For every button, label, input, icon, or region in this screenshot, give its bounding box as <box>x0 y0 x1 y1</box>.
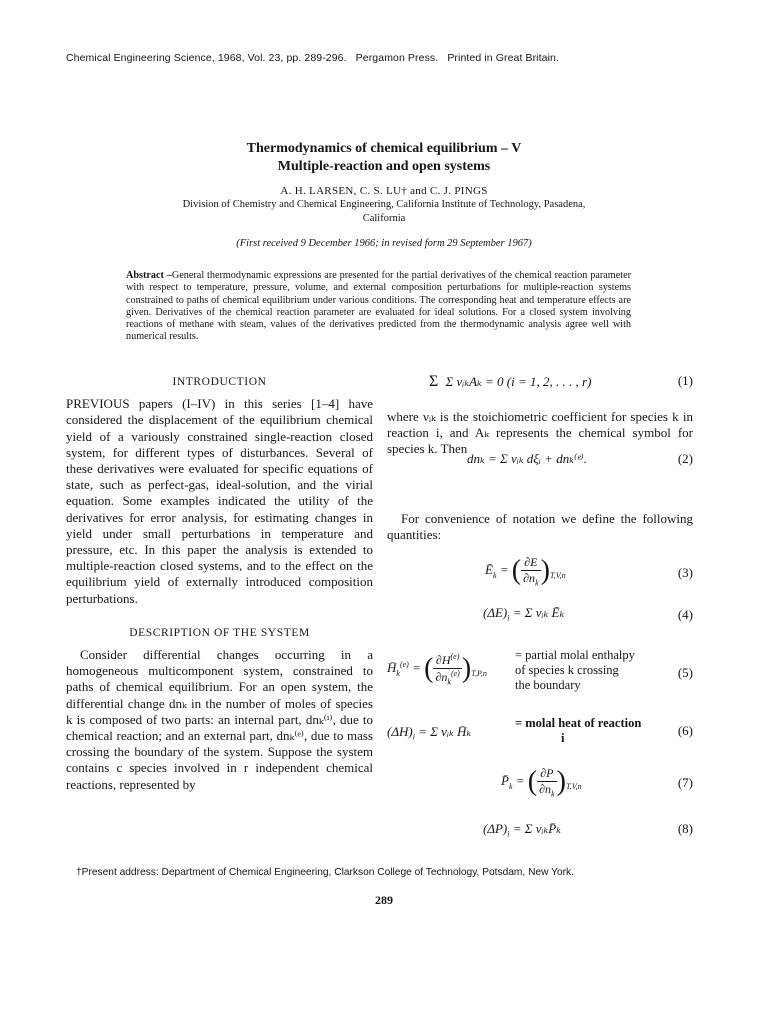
equation-7: $P̄_k$ = ( $\frac{\partial P}{\partial n_k}$ )$_{T,V,n}$ (7) <box>501 766 693 799</box>
page-number: 289 <box>375 893 393 907</box>
equation-8: $(\Delta P)_i = \Sigma$ νᵢₖP̄ₖ (8) <box>483 821 693 839</box>
received-dates: (First received 9 December 1966; in revised form 29 September 1967) <box>236 238 532 249</box>
convenience-paragraph: For convenience of notation we define the following quantities: <box>387 511 693 543</box>
affiliation-line2: California <box>362 213 406 224</box>
eq5-desc-1: = partial molal enthalpy <box>515 648 635 662</box>
paper-subtitle: Multiple-reaction and open systems <box>277 159 491 174</box>
equation-number-5: (5) <box>677 665 693 680</box>
left-column <box>66 374 373 793</box>
publisher: Pergamon Press. <box>355 52 439 64</box>
introduction-text: PREVIOUS papers (I–IV) in this series [1–4] have considered the displacement of the equilibrium chemical yield of a variously constrained single-reaction closed system, for different types of disturbances. Several of these derivatives were evaluated for specific equations of state, such as perfect-gas, ideal-solution, and the virial equation. Some examples indicated the utility of the derivatives for error analysis, for estimating changes in yield under small perturbations in temperature and pressure, etc. In this paper the analysis is extended to multiple-reaction closed systems, and to the effect on the equilibrium yield of externally introduced composition perturbations. <box>66 396 373 606</box>
equation-6: $(\Delta H)_i = \Sigma$ νᵢₖ H̄ₖ = molal heat of reaction i (6) <box>387 716 693 745</box>
eq5-desc-3: the boundary <box>515 678 581 692</box>
printed-in: Printed in Great Britain. <box>447 52 559 64</box>
equation-2-body: dnₖ = Σ νᵢₖ dξᵢ + dnₖ⁽ᵉ⁾. <box>467 451 587 466</box>
eq6-desc: = molal heat of reaction <box>515 716 642 730</box>
equation-8-rhs: = Σ νᵢₖP̄ₖ <box>512 821 561 836</box>
right-column-text-2 <box>387 511 693 543</box>
where-paragraph: where νᵢₖ is the stoichiometric coefficient for species k in reaction i, and Aₖ represents the chemical symbol for species k. Then <box>387 409 693 457</box>
description-text: Consider differential changes occurring in a homogeneous multicomponent system, constrained to paths of chemical equilibrium. For an open system, the differential change dnₖ in the number of moles of species k is composed of two parts: an internal part, dnₖ⁽ⁱ⁾, due to chemical reaction; and an external part, dnₖ⁽ᵉ⁾, due to mass crossing the boundary of the system. Suppose the system contains c species involved in r independent chemical reactions, represented by <box>66 647 373 792</box>
equation-5: $H̄_k^{(e)}$ = ( $\frac{\partial H^{(e)}}{\partial n_k^{(e)}}$ )$_{T,P,n}$ = partial molal enthalpy of species k crossing the boundary (5) <box>387 648 693 692</box>
equation-4-rhs: = Σ νᵢₖ Ēₖ <box>512 605 565 620</box>
abstract-label: Abstract – <box>126 270 172 281</box>
abstract <box>126 270 631 344</box>
abstract-text: General thermodynamic expressions are presented for the partial derivatives of the chemical reaction parameter with respect to temperature, pressure, volume, and external composition perturbations for multiple-reaction systems constrained to paths of chemical equilibrium under various conditions. The corresponding heat and temperature effects are given. Derivatives of the chemical reaction parameter are evaluated for ideal solutions. For a closed system involving reactions of methane with steam, values of the derivatives predicted from the thermodynamic analysis agree well with numerical results. <box>126 270 631 343</box>
equation-3: $Ē_k$ = ( $\frac{\partial E}{\partial n_k}$ )$_{T,V,n}$ (3) <box>485 555 693 588</box>
authors: A. H. LARSEN, C. S. LU† and C. J. PINGS <box>280 185 488 197</box>
equation-number-3: (3) <box>677 565 693 580</box>
equation-number-8: (8) <box>677 821 693 836</box>
equation-number-6: (6) <box>677 723 693 738</box>
journal-header <box>66 52 565 64</box>
equation-1-body: Σ νᵢₖAₖ = 0 (i = 1, 2, . . . , r) <box>445 374 592 389</box>
footnote: †Present address: Department of Chemical Engineering, Clarkson College of Technology, Potsdam, New York. <box>76 867 574 878</box>
paper-title: Thermodynamics of chemical equilibrium – V <box>246 141 522 156</box>
title-block <box>0 140 768 249</box>
description-heading: DESCRIPTION OF THE SYSTEM <box>129 626 310 639</box>
equation-6-rhs: = Σ νᵢₖ H̄ₖ <box>418 724 472 739</box>
eq6-desc-2: i <box>561 731 565 745</box>
equation-4: $(\Delta E)_i = \Sigma$ νᵢₖ Ēₖ (4) <box>483 605 693 623</box>
equation-2 <box>387 451 693 475</box>
equation-number-4: (4) <box>677 607 693 622</box>
equation-number-7: (7) <box>677 775 693 790</box>
equation-1 <box>387 373 693 401</box>
equation-number-1: (1) <box>677 373 693 388</box>
affiliation-line1: Division of Chemistry and Chemical Engineering, California Institute of Technology, Pasadena, <box>182 199 586 210</box>
introduction-heading: INTRODUCTION <box>172 376 267 388</box>
equation-number-2: (2) <box>677 451 693 466</box>
eq5-desc-2: of species k crossing <box>515 663 619 677</box>
sigma-symbol: Σ <box>429 373 439 390</box>
journal-citation: Chemical Engineering Science, 1968, Vol. 23, pp. 289-296. <box>66 52 347 64</box>
